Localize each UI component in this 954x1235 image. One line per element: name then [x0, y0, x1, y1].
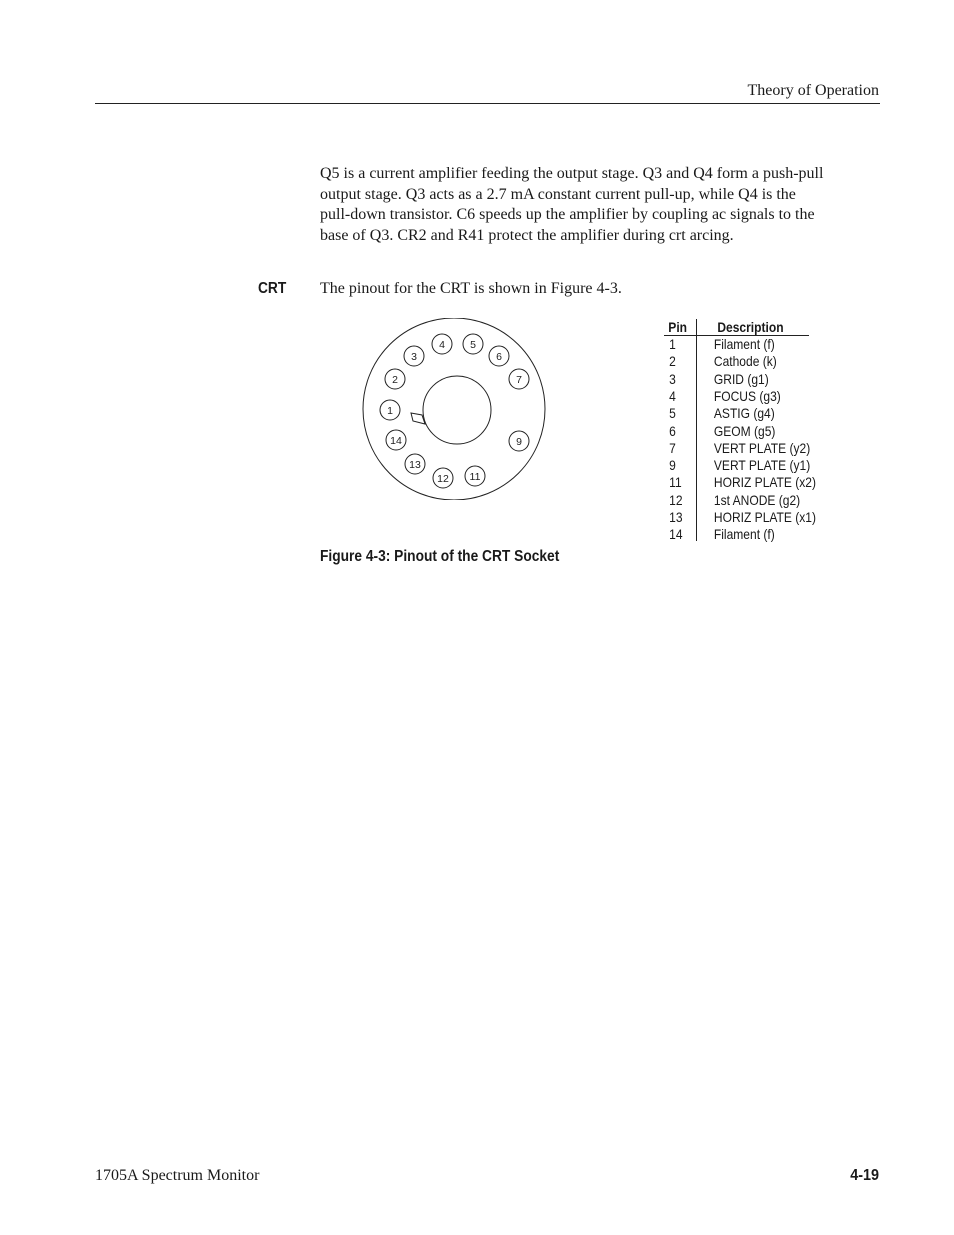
- pin-description: FOCUS (g3): [713, 387, 781, 404]
- table-row: [664, 457, 836, 474]
- crt-intro-text: The pinout for the CRT is shown in Figure 4-3.: [320, 280, 622, 297]
- table-row: [664, 353, 836, 370]
- pin-description: ASTIG (g4): [713, 405, 775, 422]
- socket-pin-label: 14: [390, 435, 402, 447]
- socket-pin: [380, 400, 400, 420]
- header-rule: [95, 103, 880, 104]
- pin-description: Cathode (k): [713, 353, 777, 370]
- pin-description: 1st ANODE (g2): [713, 491, 801, 508]
- socket-pin: [433, 468, 453, 488]
- pin-number: 13: [669, 509, 683, 525]
- table-header-description: Description: [717, 319, 784, 335]
- footer-product-name: 1705A Spectrum Monitor: [95, 1167, 260, 1184]
- socket-pin-label: 1: [387, 405, 393, 417]
- figure-caption: Figure 4-3: Pinout of the CRT Socket: [320, 548, 560, 565]
- table-row: [664, 492, 836, 509]
- pin-description: Filament (f): [713, 336, 775, 352]
- table-row: [664, 509, 836, 526]
- socket-pin-label: 3: [411, 351, 417, 363]
- socket-pin: [386, 430, 406, 450]
- pin-number: 14: [669, 526, 683, 543]
- table-row: [664, 336, 836, 353]
- table-column-divider: [696, 319, 697, 541]
- paragraph-line: pull-down transistor. C6 speeds up the amplifier by coupling ac signals to the: [320, 206, 815, 223]
- socket-pin: [385, 369, 405, 389]
- socket-pin-label: 11: [469, 471, 481, 483]
- table-row: [664, 371, 836, 388]
- table-row: [664, 440, 836, 457]
- socket-pin: [489, 346, 509, 366]
- pin-description: VERT PLATE (y1): [713, 457, 811, 474]
- table-row: [664, 474, 836, 491]
- pin-description: GEOM (g5): [713, 422, 776, 439]
- socket-pin: [405, 454, 425, 474]
- socket-pin: [463, 334, 483, 354]
- pin-number: 11: [669, 474, 682, 491]
- socket-pin: [509, 431, 529, 451]
- socket-pin-label: 5: [470, 339, 476, 351]
- socket-pin: [465, 466, 485, 486]
- socket-pin-label: 9: [516, 436, 522, 448]
- socket-pin-label: 13: [409, 459, 421, 471]
- pin-number: 3: [669, 370, 676, 387]
- pin-description: Filament (f): [713, 526, 775, 543]
- table-row: [664, 526, 836, 543]
- paragraph-line: base of Q3. CR2 and R41 protect the amplifier during crt arcing.: [320, 226, 734, 244]
- socket-center-hole: [423, 376, 491, 444]
- body-paragraph: [320, 164, 880, 246]
- paragraph-line: Q5 is a current amplifier feeding the output stage. Q3 and Q4 form a push-pull: [320, 165, 824, 182]
- crt-section-heading: CRT: [258, 280, 287, 297]
- socket-pin-label: 12: [437, 473, 449, 485]
- pin-description: VERT PLATE (y2): [713, 439, 811, 456]
- socket-pins: [380, 334, 529, 488]
- pin-number: 7: [669, 439, 676, 456]
- pin-description: GRID (g1): [713, 370, 769, 387]
- table-row: [664, 405, 836, 422]
- pin-number: 9: [669, 457, 676, 474]
- socket-pin-label: 6: [496, 351, 502, 363]
- pin-description: HORIZ PLATE (x1): [713, 509, 817, 525]
- pin-number: 4: [669, 387, 676, 404]
- crt-socket-diagram: [360, 318, 560, 500]
- pin-number: 12: [669, 491, 683, 508]
- socket-pin-label: 2: [392, 374, 398, 386]
- socket-pin-label: 7: [516, 374, 522, 386]
- socket-pin: [509, 369, 529, 389]
- pin-number: 1: [669, 336, 676, 352]
- running-header: Theory of Operation: [747, 82, 879, 99]
- pin-description: HORIZ PLATE (x2): [713, 474, 817, 491]
- footer-page-number: 4-19: [850, 1167, 879, 1184]
- table-header-rule: [664, 335, 809, 336]
- socket-pin: [432, 334, 452, 354]
- paragraph-line: output stage. Q3 acts as a 2.7 mA constant current pull-up, while Q4 is the: [320, 185, 796, 203]
- table-row: [664, 388, 836, 405]
- table-header-pin: Pin: [668, 319, 688, 335]
- pin-number: 6: [669, 422, 676, 439]
- socket-pin: [404, 346, 424, 366]
- table-row: [664, 423, 836, 440]
- socket-pin-label: 4: [439, 339, 445, 351]
- pin-number: 5: [669, 405, 676, 422]
- pin-number: 2: [669, 353, 676, 370]
